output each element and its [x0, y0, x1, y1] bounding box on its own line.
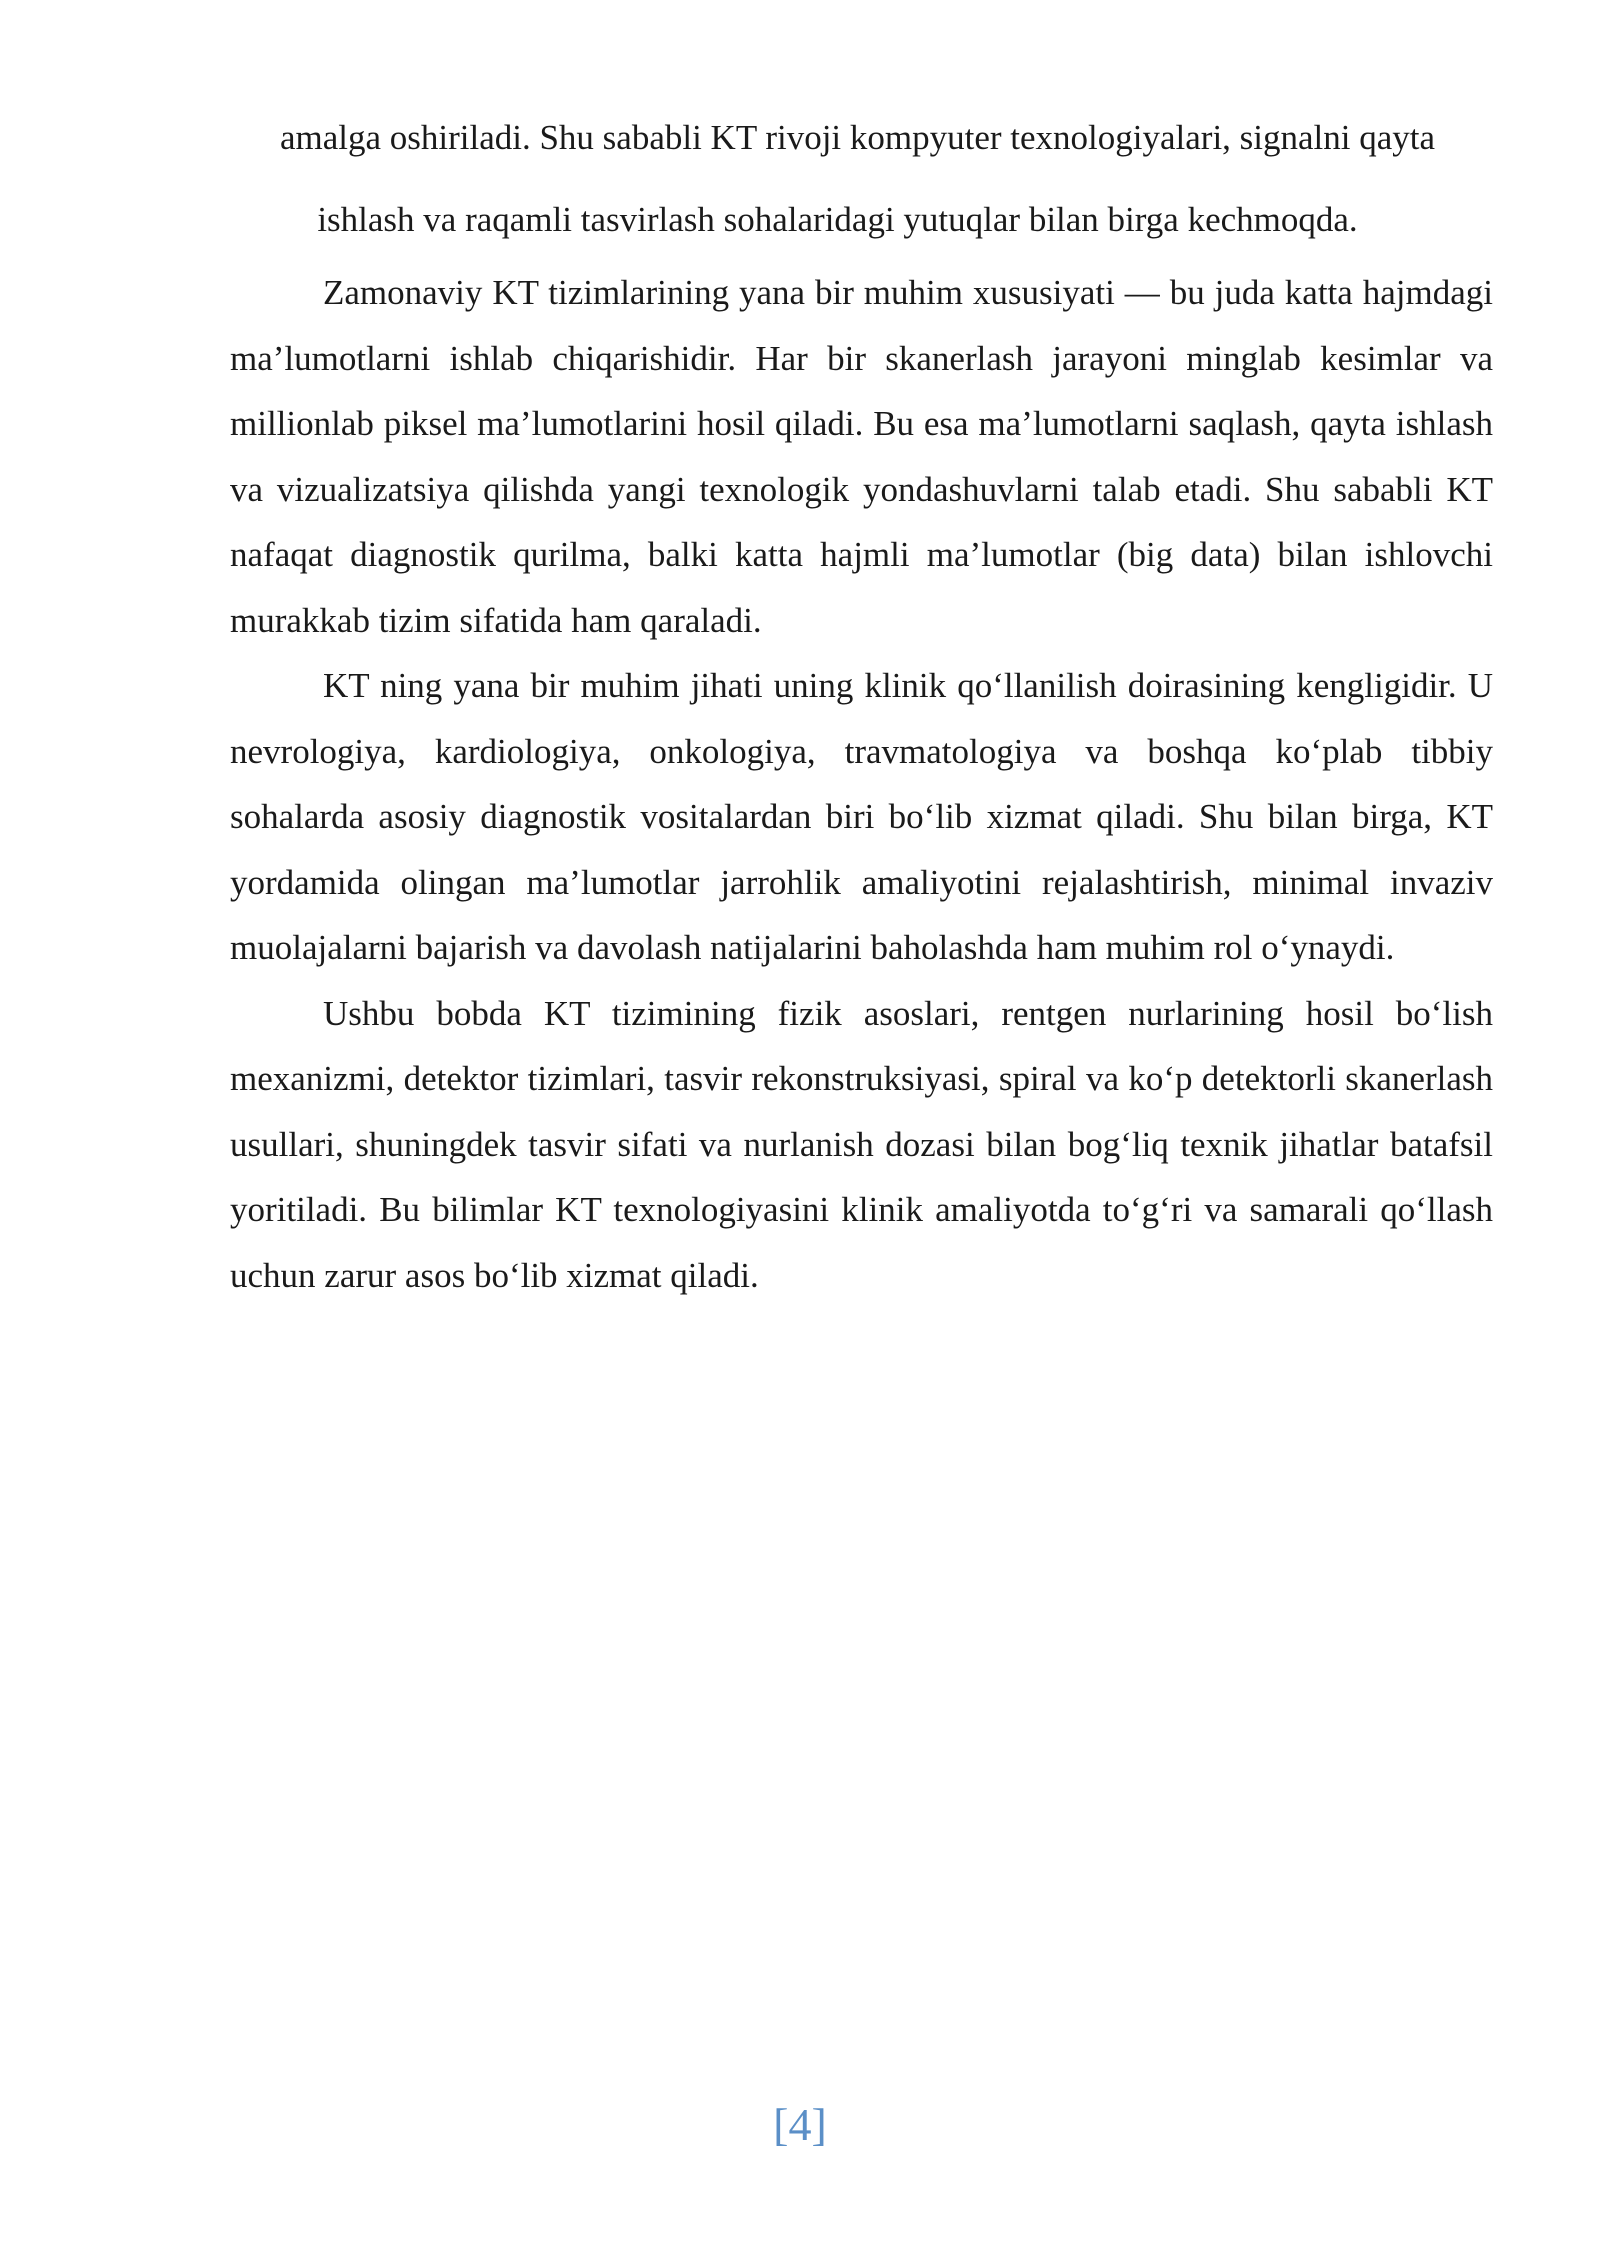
- paragraph-clinical-use: KT ning yana bir muhim jihati uning klinik qo‘llanilish doirasining kengligidir. U nevrologiya, kardiologiya, onkologiya, travmatologiya va boshqa ko‘plab tibbiy sohalarda asosiy diagnostik vositalardan biri bo‘lib xizmat qiladi. Shu bilan birga, KT yordamida olingan ma’lumotlar jarrohlik amaliyotini rejalashtirish, minimal invaziv muolajalarni bajarish va davolash natijalarini baholashda ham muhim rol o‘ynaydi.: [230, 666, 1493, 967]
- paragraph-big-data: Zamonaviy KT tizimlarining yana bir muhim xususiyati — bu juda katta hajmdagi ma’lumotlarni ishlab chiqarishidir. Har bir skanerlash jarayoni minglab kesimlar va millionlab piksel ma’lumotlarini hosil qiladi. Bu esa ma’lumotlarni saqlash, qayta ishlash va vizualizatsiya qilishda yangi texnologik yondashuvlarni talab etadi. Shu sababli KT nafaqat diagnostik qurilma, balki katta hajmli ma’lumotlar (big data) bilan ishlovchi murakkab tizim sifatida ham qaraladi.: [230, 273, 1493, 640]
- page-body: [230, 108, 1493, 1308]
- continued-text-line-1: amalga oshiriladi. Shu sababli KT rivoji kompyuter texnologiyalari, signalni qayta: [279, 118, 1436, 157]
- page-number: [4]: [773, 2099, 827, 2150]
- paragraph-chapter-overview: Ushbu bobda KT tizimining fizik asoslari, rentgen nurlarining hosil bo‘lish mexanizmi, detektor tizimlari, tasvir rekonstruksiyasi, spiral va ko‘p detektorli skanerlash usullari, shuningdek tasvir sifati va nurlanish dozasi bilan bog‘liq texnik jihatlar batafsil yoritiladi. Bu bilimlar KT texnologiyasini klinik amaliyotda to‘g‘ri va samarali qo‘llash uchun zarur asos bo‘lib xizmat qiladi.: [230, 993, 1493, 1295]
- continued-text-line-2: ishlash va raqamli tasvirlash sohalaridagi yutuqlar bilan birga kechmoqda.: [317, 200, 1358, 239]
